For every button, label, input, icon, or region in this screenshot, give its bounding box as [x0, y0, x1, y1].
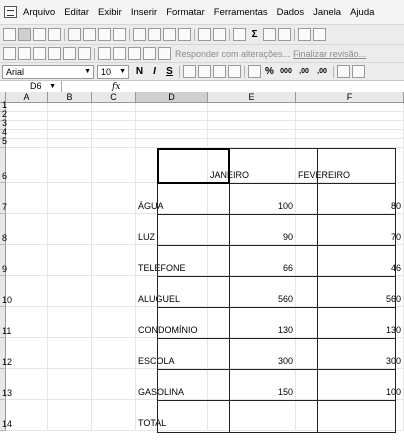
row-number: 8	[2, 233, 8, 243]
cell[interactable]	[92, 103, 136, 112]
cell[interactable]	[92, 121, 136, 130]
formula-bar	[0, 80, 404, 92]
value-cell[interactable]	[208, 214, 296, 245]
reviewing-toolbar	[0, 44, 404, 62]
increase-indent-icon[interactable]	[352, 65, 365, 78]
font-size-select[interactable]	[97, 65, 129, 79]
row-number: 2	[2, 109, 8, 119]
row-number: 12	[2, 357, 13, 367]
cell[interactable]	[6, 183, 48, 214]
cell[interactable]	[48, 400, 92, 431]
header-janeiro: JANEIRO	[210, 170, 250, 180]
jan-value: 130	[277, 325, 293, 335]
review-icon[interactable]	[143, 47, 156, 60]
table-row	[0, 307, 404, 338]
label-cell[interactable]	[136, 369, 208, 400]
cell[interactable]	[136, 112, 208, 121]
menu-bar	[0, 0, 404, 24]
value-cell[interactable]	[296, 214, 404, 245]
row-number: 4	[2, 127, 8, 137]
reply-with-changes-button[interactable]: Responder com alterações...	[175, 48, 291, 59]
column-header-e[interactable]: E	[208, 92, 296, 103]
save-icon[interactable]	[33, 28, 46, 41]
undo-icon[interactable]	[198, 28, 211, 41]
align-right-icon[interactable]	[213, 65, 226, 78]
value-cell[interactable]	[208, 338, 296, 369]
cell[interactable]	[92, 245, 136, 276]
jan-value: 90	[282, 232, 293, 242]
merge-center-icon[interactable]	[228, 65, 241, 78]
fx-icon[interactable]: fx	[112, 81, 121, 92]
review-icon[interactable]	[158, 47, 171, 60]
review-icon[interactable]	[3, 47, 16, 60]
chevron-down-icon: ▼	[84, 67, 91, 75]
label-cell[interactable]	[136, 245, 208, 276]
toolbar-separator	[129, 29, 130, 41]
decrease-decimal-button[interactable]: ,00	[317, 68, 327, 75]
cell[interactable]	[92, 338, 136, 369]
menu-ferramentas[interactable]: Ferramentas	[213, 6, 268, 18]
cut-icon[interactable]	[133, 28, 146, 41]
cell[interactable]	[92, 130, 136, 139]
research-icon[interactable]	[113, 28, 126, 41]
cell[interactable]	[6, 148, 48, 183]
item-label: CONDOMÍNIO	[138, 325, 198, 335]
cell[interactable]	[92, 369, 136, 400]
label-cell[interactable]	[136, 307, 208, 338]
cell[interactable]	[48, 112, 92, 121]
worksheet-grid	[0, 100, 404, 431]
toolbar-separator	[179, 66, 180, 78]
redo-icon[interactable]	[213, 28, 226, 41]
menu-inserir[interactable]: Inserir	[130, 6, 158, 18]
toolbar-separator	[229, 29, 230, 41]
table-row	[0, 183, 404, 214]
chevron-down-icon: ▼	[119, 67, 126, 75]
permission-icon[interactable]	[48, 28, 61, 41]
header-cell-fevereiro[interactable]	[296, 148, 404, 183]
menu-exibir[interactable]: Exibir	[98, 6, 122, 18]
cell[interactable]	[6, 276, 48, 307]
item-label: TOTAL	[138, 418, 167, 428]
workbook-icon[interactable]	[4, 6, 17, 18]
header-cell-janeiro[interactable]	[208, 148, 296, 183]
column-header-c[interactable]: C	[92, 92, 136, 103]
value-cell[interactable]	[296, 338, 404, 369]
row-number: 11	[2, 326, 12, 336]
toolbar-separator	[94, 48, 95, 60]
review-icon[interactable]	[128, 47, 141, 60]
cell[interactable]	[6, 121, 48, 130]
item-label: ALUGUEL	[138, 294, 181, 304]
review-icon[interactable]	[98, 47, 111, 60]
row-number: 13	[2, 388, 13, 398]
paste-icon[interactable]	[163, 28, 176, 41]
cell[interactable]	[6, 338, 48, 369]
sort-ascending-icon[interactable]	[263, 28, 276, 41]
print-icon[interactable]	[68, 28, 81, 41]
toolbar-separator	[244, 66, 245, 78]
review-icon[interactable]	[78, 47, 91, 60]
autosum-icon[interactable]: Σ	[251, 29, 258, 40]
table-row	[0, 245, 404, 276]
cell[interactable]	[6, 307, 48, 338]
review-icon[interactable]	[18, 47, 31, 60]
cell[interactable]	[48, 148, 92, 183]
row-number: 3	[2, 118, 8, 128]
table-row	[0, 369, 404, 400]
cell[interactable]	[208, 112, 296, 121]
column-header-f[interactable]: F	[296, 92, 404, 103]
cell[interactable]	[48, 103, 92, 112]
row-number: 1	[2, 100, 8, 110]
table-row	[0, 400, 404, 431]
cell[interactable]	[92, 148, 136, 183]
value-cell[interactable]	[296, 276, 404, 307]
open-icon[interactable]	[18, 28, 31, 41]
cell[interactable]	[136, 103, 208, 112]
align-left-icon[interactable]	[183, 65, 196, 78]
toolbar-separator	[194, 29, 195, 41]
jan-value: 100	[277, 201, 293, 211]
cell[interactable]	[208, 139, 296, 148]
cell[interactable]	[208, 121, 296, 130]
fev-value: 70	[390, 232, 401, 242]
new-icon[interactable]	[3, 28, 16, 41]
item-label: GASOLINA	[138, 387, 185, 397]
cell[interactable]	[136, 121, 208, 130]
sort-descending-icon[interactable]	[278, 28, 291, 41]
cell[interactable]	[48, 369, 92, 400]
cell[interactable]	[48, 139, 92, 148]
cell[interactable]	[208, 130, 296, 139]
item-label: TELEFONE	[138, 263, 186, 273]
increase-decimal-button[interactable]: ,00	[299, 68, 309, 75]
table-row	[0, 118, 404, 130]
column-header-d[interactable]: D	[136, 92, 208, 103]
row-number: 14	[2, 419, 13, 429]
font-size-value: 10	[101, 66, 112, 77]
jan-value: 150	[277, 387, 293, 397]
standard-toolbar	[0, 24, 404, 44]
cell[interactable]	[6, 400, 48, 431]
cell[interactable]	[296, 130, 404, 139]
table-row	[0, 276, 404, 307]
toolbar-separator	[333, 66, 334, 78]
label-cell[interactable]	[136, 214, 208, 245]
cell[interactable]	[6, 112, 48, 121]
label-cell[interactable]	[136, 276, 208, 307]
cell[interactable]	[296, 121, 404, 130]
fev-value: 300	[385, 356, 401, 366]
value-cell[interactable]	[208, 245, 296, 276]
menu-janela[interactable]: Janela	[313, 6, 342, 18]
value-cell[interactable]	[208, 307, 296, 338]
toolbar-separator	[64, 29, 65, 41]
fev-value: 80	[390, 201, 401, 211]
underline-button[interactable]: S	[166, 66, 173, 77]
cell[interactable]	[208, 103, 296, 112]
review-icon[interactable]	[48, 47, 61, 60]
menu-formatar[interactable]: Formatar	[166, 6, 205, 18]
table-row	[0, 214, 404, 245]
cell[interactable]	[6, 369, 48, 400]
fev-value: 100	[385, 387, 401, 397]
row-number: 5	[2, 136, 8, 146]
menu-editar[interactable]: Editar	[64, 6, 90, 18]
column-header-a[interactable]: A	[6, 92, 48, 103]
label-cell[interactable]	[136, 400, 208, 431]
cell[interactable]	[92, 214, 136, 245]
format-painter-icon[interactable]	[178, 28, 191, 41]
cell[interactable]	[92, 400, 136, 431]
cell[interactable]	[48, 245, 92, 276]
label-cell[interactable]	[136, 338, 208, 369]
italic-button[interactable]: I	[153, 66, 156, 77]
toolbar-separator	[294, 29, 295, 41]
percent-button[interactable]: %	[265, 66, 274, 77]
review-icon[interactable]	[33, 47, 46, 60]
font-name-select[interactable]	[2, 65, 94, 79]
jan-value: 66	[282, 263, 293, 273]
cell[interactable]	[296, 112, 404, 121]
table-row	[0, 148, 404, 183]
table-row	[0, 127, 404, 139]
spelling-icon[interactable]	[98, 28, 111, 41]
column-header-b[interactable]: B	[48, 92, 92, 103]
cell[interactable]	[48, 121, 92, 130]
value-cell[interactable]	[296, 307, 404, 338]
copy-icon[interactable]	[148, 28, 161, 41]
cell[interactable]	[48, 338, 92, 369]
table-row	[0, 338, 404, 369]
name-box[interactable]	[0, 81, 62, 92]
value-cell[interactable]	[296, 183, 404, 214]
print-preview-icon[interactable]	[83, 28, 96, 41]
table-row	[0, 136, 404, 148]
active-cell-d6[interactable]	[136, 148, 208, 183]
font-name-value: Arial	[6, 66, 25, 77]
cell[interactable]	[92, 183, 136, 214]
menu-dados[interactable]: Dados	[276, 6, 305, 18]
column-headers	[0, 92, 404, 103]
jan-value: 300	[277, 356, 293, 366]
cell[interactable]	[48, 130, 92, 139]
row-number: 6	[2, 171, 8, 181]
value-cell[interactable]	[208, 183, 296, 214]
formula-input[interactable]	[120, 81, 404, 92]
cell[interactable]	[296, 139, 404, 148]
value-cell[interactable]	[296, 369, 404, 400]
cell[interactable]	[296, 103, 404, 112]
cell[interactable]	[136, 139, 208, 148]
cell[interactable]	[6, 139, 48, 148]
value-cell[interactable]	[296, 400, 404, 431]
chevron-down-icon: ▼	[49, 83, 56, 90]
header-fevereiro: FEVEREIRO	[298, 170, 351, 180]
cell[interactable]	[6, 103, 48, 112]
cell[interactable]	[48, 214, 92, 245]
end-review-button[interactable]: Finalizar revisão...	[293, 48, 367, 59]
cell[interactable]	[48, 183, 92, 214]
review-icon[interactable]	[113, 47, 126, 60]
item-label: LUZ	[138, 232, 156, 242]
cell[interactable]	[92, 139, 136, 148]
cell[interactable]	[6, 245, 48, 276]
value-cell[interactable]	[208, 400, 296, 431]
decrease-indent-icon[interactable]	[337, 65, 350, 78]
jan-value: 560	[277, 294, 293, 304]
fev-value: 46	[390, 263, 401, 273]
thousands-button[interactable]: 000	[280, 68, 292, 75]
value-cell[interactable]	[208, 369, 296, 400]
cell[interactable]	[92, 307, 136, 338]
review-icon[interactable]	[63, 47, 76, 60]
cell[interactable]	[92, 276, 136, 307]
table-row	[0, 109, 404, 121]
item-label: ESCOLA	[138, 356, 175, 366]
name-box-value: D6	[30, 81, 42, 91]
cell[interactable]	[6, 214, 48, 245]
row-number: 9	[2, 264, 8, 274]
fev-value: 560	[385, 294, 401, 304]
value-cell[interactable]	[208, 276, 296, 307]
menu-ajuda[interactable]: Ajuda	[350, 6, 375, 18]
drawing-icon[interactable]	[313, 28, 326, 41]
row-number: 7	[2, 202, 8, 212]
menu-arquivo[interactable]: Arquivo	[23, 6, 56, 18]
fev-value: 130	[385, 325, 401, 335]
cell[interactable]	[136, 130, 208, 139]
bold-button[interactable]: N	[135, 66, 144, 77]
label-cell[interactable]	[136, 183, 208, 214]
row-number: 10	[2, 295, 13, 305]
cell[interactable]	[48, 307, 92, 338]
cell[interactable]	[48, 276, 92, 307]
currency-icon[interactable]	[248, 65, 261, 78]
cell[interactable]	[92, 112, 136, 121]
align-center-icon[interactable]	[198, 65, 211, 78]
value-cell[interactable]	[296, 245, 404, 276]
hyperlink-icon[interactable]	[233, 28, 246, 41]
formatting-toolbar	[0, 62, 404, 80]
cell[interactable]	[6, 130, 48, 139]
item-label: ÁGUA	[138, 201, 164, 211]
table-row	[0, 100, 404, 112]
chart-wizard-icon[interactable]	[298, 28, 311, 41]
